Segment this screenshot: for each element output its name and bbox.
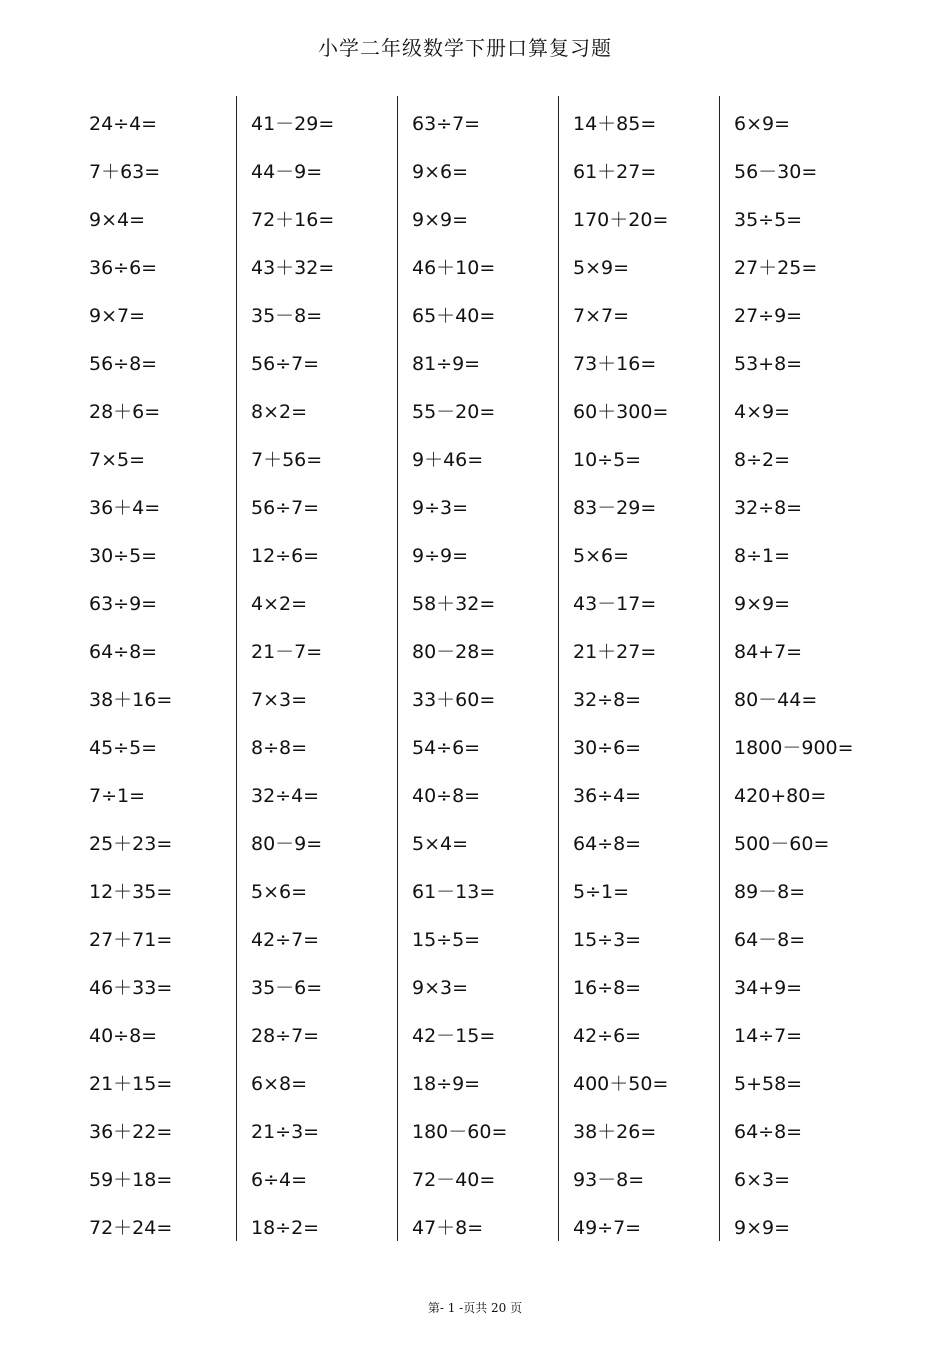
problem-item: 56÷8=	[89, 353, 158, 375]
problem-item: 5×6=	[251, 881, 308, 903]
problem-item: 6×3=	[734, 1169, 791, 1191]
problem-item: 21＋15=	[89, 1073, 173, 1095]
problem-item: 4×9=	[734, 401, 791, 423]
problem-item: 59＋18=	[89, 1169, 173, 1191]
problem-item: 35÷5=	[734, 209, 803, 231]
problem-item: 64÷8=	[89, 641, 158, 663]
problem-item: 21＋27=	[573, 641, 657, 663]
problem-item: 30÷5=	[89, 545, 158, 567]
problem-item: 84+7=	[734, 641, 803, 663]
problem-item: 500－60=	[734, 833, 830, 855]
problem-item: 9×9=	[734, 1217, 791, 1239]
problem-column-5	[719, 96, 880, 1241]
problem-item: 53+8=	[734, 353, 803, 375]
problem-item: 32÷8=	[734, 497, 803, 519]
problem-item: 4×2=	[251, 593, 308, 615]
problem-item: 34+9=	[734, 977, 803, 999]
problem-item: 28＋6=	[89, 401, 161, 423]
problem-item: 60＋300=	[573, 401, 669, 423]
problem-item: 6÷4=	[251, 1169, 308, 1191]
problem-item: 64－8=	[734, 929, 806, 951]
problem-item: 24÷4=	[89, 113, 158, 135]
problem-item: 38＋26=	[573, 1121, 657, 1143]
problem-item: 65＋40=	[412, 305, 496, 327]
problem-item: 72＋24=	[89, 1217, 173, 1239]
problem-item: 9×3=	[412, 977, 469, 999]
problem-item: 9×7=	[89, 305, 146, 327]
problem-item: 1800－900=	[734, 737, 854, 759]
problem-item: 15÷5=	[412, 929, 481, 951]
problem-item: 18÷9=	[412, 1073, 481, 1095]
problem-item: 9×4=	[89, 209, 146, 231]
problem-column-3	[397, 96, 558, 1241]
problem-item: 12÷6=	[251, 545, 320, 567]
problem-item: 400＋50=	[573, 1073, 669, 1095]
problem-item: 80－28=	[412, 641, 496, 663]
problem-item: 14÷7=	[734, 1025, 803, 1047]
problem-column-2	[236, 96, 397, 1241]
problem-item: 40÷8=	[89, 1025, 158, 1047]
problem-item: 7×3=	[251, 689, 308, 711]
problem-item: 9×9=	[734, 593, 791, 615]
problem-item: 9×9=	[412, 209, 469, 231]
problem-column-4	[558, 96, 719, 1241]
problem-item: 28÷7=	[251, 1025, 320, 1047]
problem-item: 72－40=	[412, 1169, 496, 1191]
problem-item: 5+58=	[734, 1073, 803, 1095]
problem-item: 47＋8=	[412, 1217, 484, 1239]
problem-item: 27＋25=	[734, 257, 818, 279]
problem-item: 6×9=	[734, 113, 791, 135]
problem-item: 170＋20=	[573, 209, 669, 231]
problem-item: 5×6=	[573, 545, 630, 567]
problem-item: 43＋32=	[251, 257, 335, 279]
problem-item: 64÷8=	[573, 833, 642, 855]
problem-item: 32÷4=	[251, 785, 320, 807]
problem-item: 42÷6=	[573, 1025, 642, 1047]
problem-item: 81÷9=	[412, 353, 481, 375]
problem-item: 40÷8=	[412, 785, 481, 807]
problem-item: 35－6=	[251, 977, 323, 999]
problem-item: 30÷6=	[573, 737, 642, 759]
problem-item: 80－44=	[734, 689, 818, 711]
problem-item: 64÷8=	[734, 1121, 803, 1143]
problem-item: 180－60=	[412, 1121, 508, 1143]
problem-item: 36÷4=	[573, 785, 642, 807]
problem-item: 7÷1=	[89, 785, 146, 807]
problem-item: 5÷1=	[573, 881, 630, 903]
problem-item: 73＋16=	[573, 353, 657, 375]
problem-item: 38＋16=	[89, 689, 173, 711]
problem-item: 61＋27=	[573, 161, 657, 183]
problem-item: 56÷7=	[251, 353, 320, 375]
problem-column-1	[75, 96, 236, 1241]
problem-item: 21－7=	[251, 641, 323, 663]
problem-item: 46＋33=	[89, 977, 173, 999]
problem-item: 27÷9=	[734, 305, 803, 327]
problem-item: 63÷9=	[89, 593, 158, 615]
problem-item: 41－29=	[251, 113, 335, 135]
problem-item: 55－20=	[412, 401, 496, 423]
problem-item: 58＋32=	[412, 593, 496, 615]
problem-item: 54÷6=	[412, 737, 481, 759]
page-footer: 第- 1 -页共 20 页	[427, 1301, 523, 1315]
problem-item: 7＋56=	[251, 449, 323, 471]
problem-item: 9×6=	[412, 161, 469, 183]
problem-item: 35－8=	[251, 305, 323, 327]
problem-item: 49÷7=	[573, 1217, 642, 1239]
problem-item: 42÷7=	[251, 929, 320, 951]
problem-item: 83－29=	[573, 497, 657, 519]
problem-item: 9÷3=	[412, 497, 469, 519]
problem-item: 63÷7=	[412, 113, 481, 135]
problem-item: 6×8=	[251, 1073, 308, 1095]
problem-item: 61－13=	[412, 881, 496, 903]
problem-item: 45÷5=	[89, 737, 158, 759]
problem-item: 7＋63=	[89, 161, 161, 183]
problem-item: 8÷1=	[734, 545, 791, 567]
problem-item: 9＋46=	[412, 449, 484, 471]
problem-item: 44－9=	[251, 161, 323, 183]
problem-item: 8÷8=	[251, 737, 308, 759]
problem-item: 89－8=	[734, 881, 806, 903]
problem-item: 7×5=	[89, 449, 146, 471]
problem-grid	[75, 96, 880, 1241]
problem-item: 18÷2=	[251, 1217, 320, 1239]
problem-item: 5×9=	[573, 257, 630, 279]
problem-item: 15÷3=	[573, 929, 642, 951]
problem-item: 93－8=	[573, 1169, 645, 1191]
problem-item: 43－17=	[573, 593, 657, 615]
problem-item: 56－30=	[734, 161, 818, 183]
problem-item: 12＋35=	[89, 881, 173, 903]
problem-item: 72＋16=	[251, 209, 335, 231]
problem-item: 14＋85=	[573, 113, 657, 135]
problem-item: 21÷3=	[251, 1121, 320, 1143]
problem-item: 33＋60=	[412, 689, 496, 711]
problem-item: 9÷9=	[412, 545, 469, 567]
problem-item: 10÷5=	[573, 449, 642, 471]
page-title: 小学二年级数学下册口算复习题	[318, 36, 612, 60]
problem-item: 36÷6=	[89, 257, 158, 279]
problem-item: 36＋4=	[89, 497, 161, 519]
problem-item: 32÷8=	[573, 689, 642, 711]
problem-item: 16÷8=	[573, 977, 642, 999]
problem-item: 5×4=	[412, 833, 469, 855]
problem-item: 42－15=	[412, 1025, 496, 1047]
problem-item: 420+80=	[734, 785, 827, 807]
problem-item: 27＋71=	[89, 929, 173, 951]
problem-item: 8×2=	[251, 401, 308, 423]
problem-item: 80－9=	[251, 833, 323, 855]
problem-item: 56÷7=	[251, 497, 320, 519]
problem-item: 7×7=	[573, 305, 630, 327]
problem-item: 46＋10=	[412, 257, 496, 279]
problem-item: 36＋22=	[89, 1121, 173, 1143]
problem-item: 25＋23=	[89, 833, 173, 855]
problem-item: 8÷2=	[734, 449, 791, 471]
